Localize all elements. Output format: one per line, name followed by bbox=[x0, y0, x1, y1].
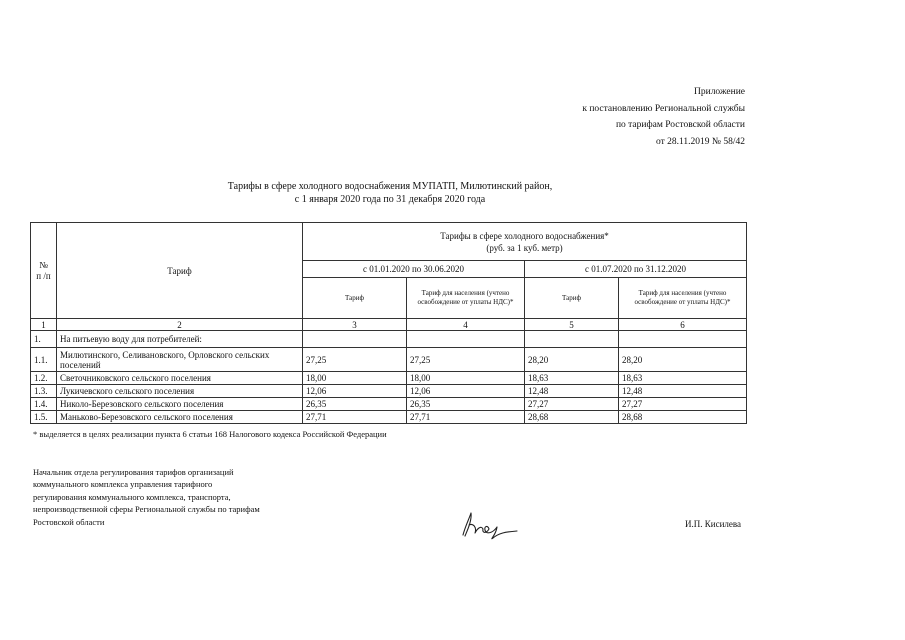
signer-line: коммунального комплекса управления тарифного bbox=[33, 479, 213, 490]
index-cell: 6 bbox=[619, 319, 747, 331]
header-population-col-2: Тариф для населения (учтено освобождение от уплаты НДС)* bbox=[619, 278, 747, 319]
signer-line: Начальник отдела регулирования тарифов организаций bbox=[33, 467, 234, 477]
appendix-line: от 28.11.2019 № 58/42 bbox=[655, 136, 745, 147]
header-num: № п /п bbox=[31, 223, 57, 319]
table-row bbox=[31, 348, 747, 372]
index-cell: 2 bbox=[57, 319, 303, 331]
row-name: Лукичевского сельского поселения bbox=[57, 385, 303, 398]
table-row bbox=[31, 372, 747, 385]
header-period-2: с 01.07.2020 по 31.12.2020 bbox=[525, 261, 747, 278]
row-population-1: 12,06 bbox=[407, 385, 525, 398]
header-tariff: Тариф bbox=[57, 223, 303, 319]
index-cell: 3 bbox=[303, 319, 407, 331]
row-population-1: 18,00 bbox=[407, 372, 525, 385]
index-cell: 5 bbox=[525, 319, 619, 331]
footnote: * выделяется в целях реализации пункта 6 статьи 168 Налогового кодекса Российской Федерации bbox=[33, 429, 387, 439]
row-num: 1.2. bbox=[31, 372, 57, 385]
row-name: Светочниковского сельского поселения bbox=[57, 372, 303, 385]
signer-line: непроизводственной сферы Региональной службы по тарифам bbox=[33, 504, 260, 515]
header-period-1: с 01.01.2020 по 30.06.2020 bbox=[303, 261, 525, 278]
row-name: Николо-Березовского сельского поселения bbox=[57, 398, 303, 411]
row-tariff-2: 27,27 bbox=[525, 398, 619, 411]
row-tariff-2: 28,68 bbox=[525, 411, 619, 424]
index-cell: 1 bbox=[31, 319, 57, 331]
appendix-line: по тарифам Ростовской области bbox=[615, 120, 745, 130]
header-tariff-col-1: Тариф bbox=[303, 278, 407, 319]
signer-line: регулирования коммунального комплекса, транспорта, bbox=[33, 491, 231, 502]
row-num: 1.1. bbox=[31, 348, 57, 372]
header-tariff-col-2: Тариф bbox=[525, 278, 619, 319]
row-population-2: 18,63 bbox=[619, 372, 747, 385]
signer-block bbox=[33, 466, 260, 528]
header-group: Тарифы в сфере холодного водоснабжения* (руб. за 1 куб. метр) bbox=[303, 223, 747, 261]
tariffs-table bbox=[30, 222, 747, 424]
row-num: 1.4. bbox=[31, 398, 57, 411]
row-tariff-2: 12,48 bbox=[525, 385, 619, 398]
document-title bbox=[0, 180, 780, 206]
row-population-1: 26,35 bbox=[407, 398, 525, 411]
header-population-col-1: Тариф для населения (учтено освобождение от уплаты НДС)* bbox=[407, 278, 525, 319]
row-num: 1.5. bbox=[31, 411, 57, 424]
row-tariff-2: 18,63 bbox=[525, 372, 619, 385]
index-cell: 4 bbox=[407, 319, 525, 331]
title-line: Тарифы в сфере холодного водоснабжения МУПАТП, Милютинский район, bbox=[227, 181, 553, 192]
row-num: 1.3. bbox=[31, 385, 57, 398]
row-tariff-2: 28,20 bbox=[525, 348, 619, 372]
row-tariff-1: 27,71 bbox=[303, 411, 407, 424]
row-name: Милютинского, Селивановского, Орловского сельских поселений bbox=[57, 348, 303, 372]
appendix-line: к постановлению Региональной службы bbox=[582, 103, 745, 114]
signature-icon bbox=[455, 505, 535, 545]
row-population-2: 28,20 bbox=[619, 348, 747, 372]
appendix-block bbox=[582, 84, 745, 150]
row-tariff-1: 27,25 bbox=[303, 348, 407, 372]
row-tariff-1: 18,00 bbox=[303, 372, 407, 385]
row-population-2: 12,48 bbox=[619, 385, 747, 398]
title-line: с 1 января 2020 года по 31 декабря 2020 года bbox=[294, 194, 486, 205]
table-row bbox=[31, 385, 747, 398]
row-tariff-1: 26,35 bbox=[303, 398, 407, 411]
section-label: На питьевую воду для потребителей: bbox=[57, 331, 303, 348]
table-row bbox=[31, 398, 747, 411]
appendix-line: Приложение bbox=[694, 87, 745, 97]
row-population-1: 27,71 bbox=[407, 411, 525, 424]
table-row bbox=[31, 411, 747, 424]
row-name: Маньково-Березовского сельского поселения bbox=[57, 411, 303, 424]
row-population-2: 28,68 bbox=[619, 411, 747, 424]
row-population-2: 27,27 bbox=[619, 398, 747, 411]
row-tariff-1: 12,06 bbox=[303, 385, 407, 398]
signer-line: Ростовской области bbox=[33, 516, 105, 527]
section-num: 1. bbox=[31, 331, 57, 348]
row-population-1: 27,25 bbox=[407, 348, 525, 372]
section-row bbox=[31, 331, 747, 348]
signer-name: И.П. Кисилева bbox=[685, 519, 741, 529]
